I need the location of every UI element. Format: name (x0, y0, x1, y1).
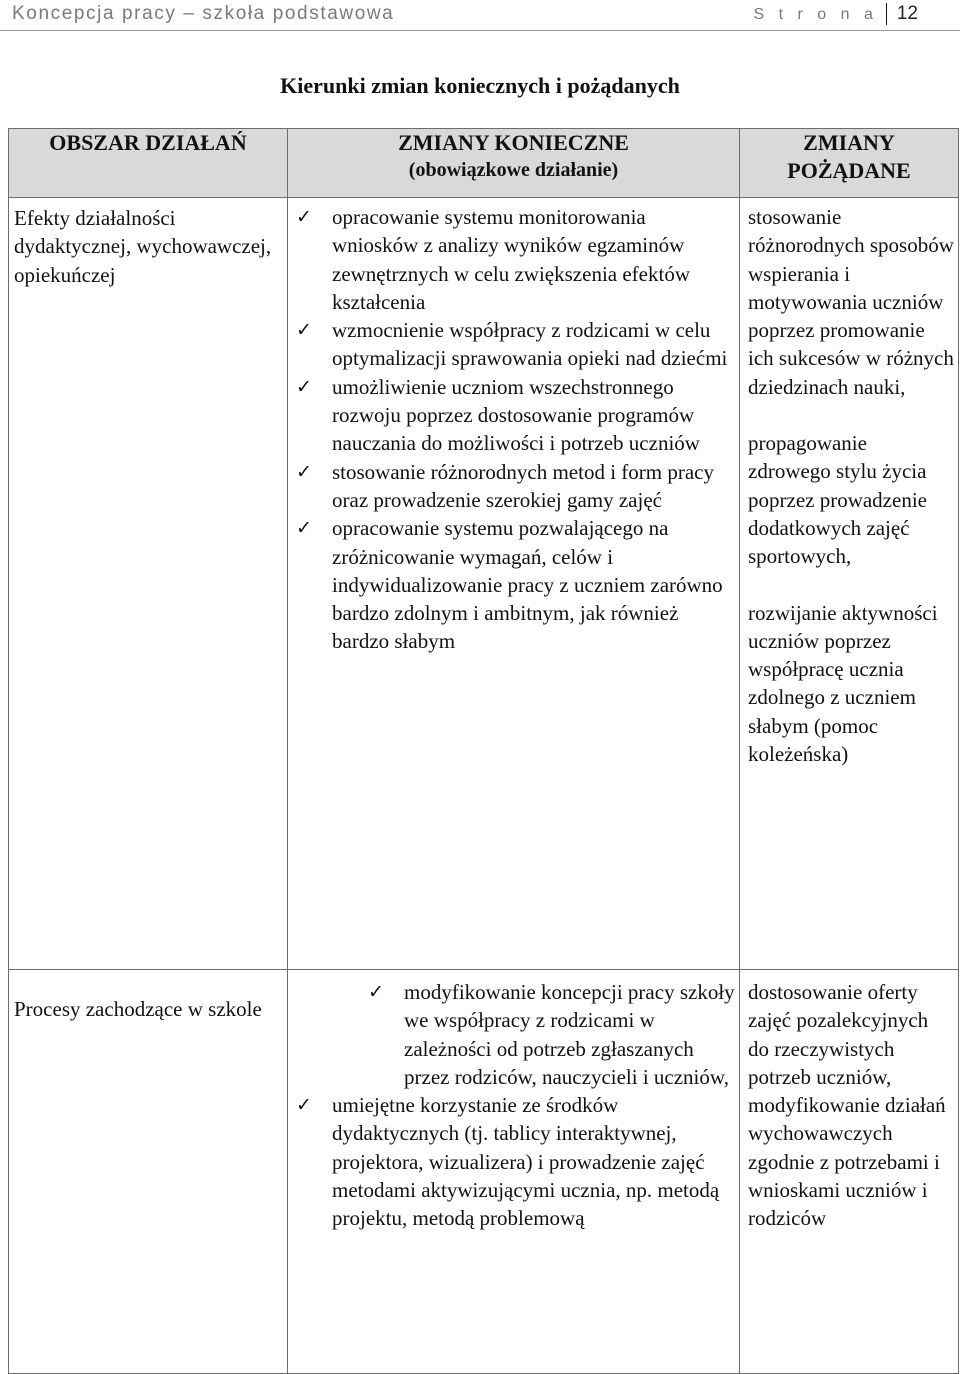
column-header-desired: ZMIANY POŻĄDANE (740, 129, 959, 198)
document-title: Koncepcja pracy – szkoła podstawowa (12, 3, 395, 24)
page-header (0, 0, 960, 31)
desired-list (740, 970, 958, 1233)
area-text: Efekty działalności dydaktycznej, wychowawczej, opiekuńczej (14, 206, 272, 287)
column-header-required: ZMIANY KONIECZNE (obowiązkowe działanie) (288, 129, 740, 198)
area-cell (9, 198, 288, 970)
changes-table (8, 128, 959, 1374)
check-icon: ✓ (296, 206, 312, 228)
table-header-row (9, 129, 959, 198)
desired-cell (740, 198, 959, 970)
page-number: 12 (886, 3, 960, 25)
desired-item: propagowanie zdrowego stylu życia poprzez prowadzenie dodatkowych zajęć sportowych, (748, 431, 927, 569)
required-cell (288, 198, 740, 970)
check-icon: ✓ (296, 375, 312, 398)
desired-list (740, 198, 958, 768)
desired-item: rozwijanie aktywności uczniów poprzez współpracę ucznia zdolnego z uczniem słabym (pomoc koleżeńska) (748, 600, 938, 767)
table-row (9, 198, 959, 970)
list-item: ✓ umożliwienie uczniom wszechstronnego rozwoju poprzez dostosowanie programów nauczania do możliwości i potrzeb uczniów (296, 374, 700, 456)
check-icon: ✓ (368, 981, 384, 1003)
required-list (288, 970, 739, 1233)
area-cell (9, 970, 288, 1374)
section-title: Kierunki zmian koniecznych i pożądanych (280, 73, 680, 98)
required-cell (288, 970, 740, 1374)
list-item: ✓ modyfikowanie koncepcji pracy szkoły we współpracy z rodzicami w zależności od potrzeb zgłaszanych przez rodziców, nauczycieli i uczniów, (368, 980, 735, 1089)
desired-cell (740, 970, 959, 1374)
list-item: ✓ opracowanie systemu monitorowania wniosków z analizy wyników egzaminów zewnętrznych w celu zwiększenia efektów kształcenia (296, 205, 690, 314)
desired-item: stosowanie różnorodnych sposobów wspierania i motywowania uczniów poprzez promowanie ich sukcesów w różnych dziedzinach nauki, (748, 205, 954, 399)
list-item: ✓ wzmocnienie współpracy z rodzicami w celu optymalizacji sprawowania opieki nad dziećmi (296, 318, 728, 371)
check-icon: ✓ (296, 517, 312, 540)
required-list (288, 198, 739, 656)
list-item: ✓ opracowanie systemu pozwalającego na zróżnicowanie wymagań, celów i indywidualizowanie pracy z uczniem zarówno bardzo zdolnym i ambitnym, jak również bardzo słabym (296, 516, 723, 654)
page-label: S t r o n a (753, 6, 878, 23)
page-indicator (753, 3, 960, 29)
check-icon: ✓ (296, 460, 312, 483)
column-header-area: OBSZAR DZIAŁAŃ (9, 129, 288, 198)
area-text: Procesy zachodzące w szkole (14, 997, 262, 1021)
list-item: ✓ umiejętne korzystanie ze środków dydaktycznych (tj. tablicy interaktywnej, projektora, wizualizera) i prowadzenie zajęć metodami aktywizującymi ucznia, np. metodą projektu, metodą problemową (296, 1093, 720, 1231)
table-row (9, 970, 959, 1374)
check-icon: ✓ (296, 319, 312, 342)
check-icon: ✓ (296, 1094, 312, 1117)
desired-item: dostosowanie oferty zajęć pozalekcyjnych do rzeczywistych potrzeb uczniów, modyfikowanie działań wychowawczych zgodnie z potrzebami i wnioskami uczniów i rodziców (748, 980, 946, 1231)
list-item: ✓ stosowanie różnorodnych metod i form pracy oraz prowadzenie szerokiej gamy zajęć (296, 459, 714, 512)
